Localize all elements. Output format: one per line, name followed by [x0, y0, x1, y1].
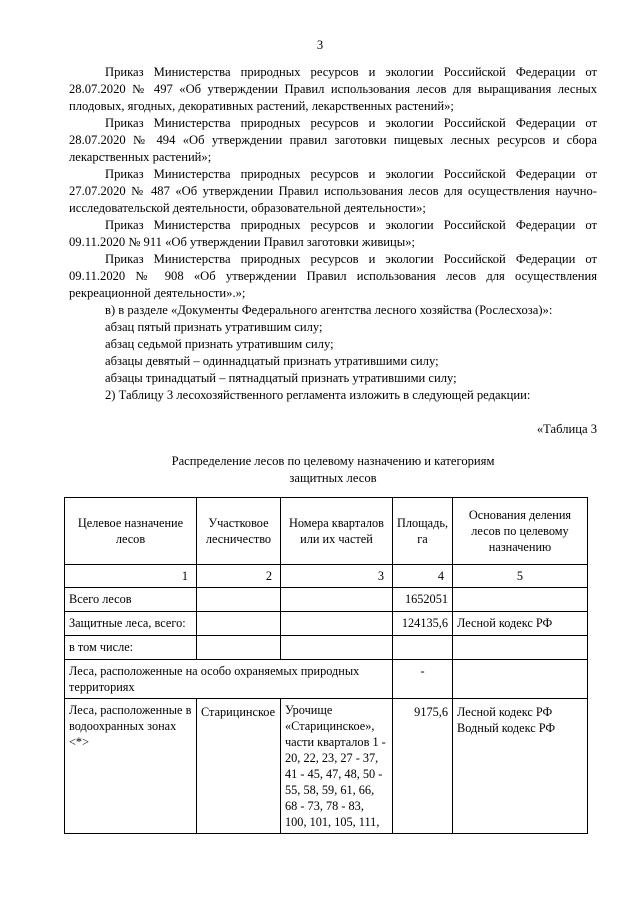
table-cell: Лесной кодекс РФ [453, 612, 588, 636]
column-number-cell: 1 [65, 565, 197, 588]
table-cell [281, 588, 393, 612]
table-cell [197, 612, 281, 636]
table-row [65, 612, 588, 636]
paragraph-item-7: абзац седьмой признать утратившим силу; [105, 337, 334, 351]
body-text [69, 64, 597, 404]
table-cell [281, 636, 393, 660]
table-header-row [65, 498, 588, 565]
column-number-cell: 3 [281, 565, 393, 588]
paragraph-order-497: Приказ Министерства природных ресурсов и экологии Российской Федерации от 28.07.2020 № 497 «Об утверждении Правил использования лесов для выращивания лесных плодовых, ягодных, декоративных растений, лекарственных растений»; [69, 65, 597, 113]
table-cell: Старицинское [197, 699, 281, 834]
table-cell [281, 612, 393, 636]
table-cell [197, 588, 281, 612]
column-number-row [65, 565, 588, 588]
table-label: «Таблица 3 [536, 422, 597, 436]
paragraph-table-3-instruction: 2) Таблицу 3 лесохозяйственного регламента изложить в следующей редакции: [105, 388, 531, 402]
table-cell: Леса, расположенные в водоохранных зонах <*> [65, 699, 197, 834]
table-row [65, 660, 588, 699]
table-cell: 9175,6 [393, 699, 453, 834]
table-cell [197, 636, 281, 660]
paragraph-order-494: Приказ Министерства природных ресурсов и экологии Российской Федерации от 28.07.2020 № 494 «Об утверждении правил заготовки пищевых лесных ресурсов и сбора лекарственных растений»; [69, 116, 597, 164]
table-cell [453, 588, 588, 612]
table-cell: Урочище «Старицинское», части кварталов 1 - 20, 22, 23, 27 - 37, 41 - 45, 47, 48, 50 - 55, 58, 59, 61, 66, 68 - 73, 78 - 83, 100, 101, 105, 111, [281, 699, 393, 834]
table-cell: - [393, 660, 453, 699]
paragraph-order-911: Приказ Министерства природных ресурсов и экологии Российской Федерации от 09.11.2020 № 911 «Об утверждении Правил заготовки живицы»; [69, 218, 597, 249]
table-row [65, 588, 588, 612]
table-row [65, 699, 588, 834]
page-number: 3 [316, 38, 324, 52]
paragraph-item-5: абзац пятый признать утратившим силу; [105, 320, 323, 334]
table-cell: Всего лесов [65, 588, 197, 612]
paragraph-rosleshoz-section: в) в разделе «Документы Федерального агентства лесного хозяйства (Рослесхоза)»: [105, 303, 553, 317]
header-cell: Целевое назначение лесов [65, 498, 197, 565]
header-cell: Основания деления лесов по целевому назначению [453, 498, 588, 565]
header-cell: Участковое лесничество [197, 498, 281, 565]
column-number-cell: 2 [197, 565, 281, 588]
table-cell [393, 636, 453, 660]
header-cell: Номера кварталов или их частей [281, 498, 393, 565]
paragraph-order-908: Приказ Министерства природных ресурсов и экологии Российской Федерации от 09.11.2020 № 908 «Об утверждении Правил использования лесов для осуществления рекреационной деятельности».»; [69, 252, 597, 300]
table-title-line-1: Распределение лесов по целевому назначению и категориям [171, 454, 495, 468]
table-cell: в том числе: [65, 636, 197, 660]
paragraph-items-9-11: абзацы девятый – одиннадцатый признать утратившими силу; [105, 354, 439, 368]
paragraph-order-487: Приказ Министерства природных ресурсов и экологии Российской Федерации от 27.07.2020 № 487 «Об утверждении Правил использования лесов для осуществления научно-исследовательской деятельности, образовательной деятельности»; [69, 167, 597, 215]
column-number-cell: 4 [393, 565, 453, 588]
paragraph-items-13-15: абзацы тринадцатый – пятнадцатый признать утратившими силу; [105, 371, 457, 385]
column-number-cell: 5 [453, 565, 588, 588]
table-cell: 124135,6 [393, 612, 453, 636]
table-title-line-2: защитных лесов [289, 471, 377, 485]
table-cell [453, 636, 588, 660]
header-cell: Площадь, га [393, 498, 453, 565]
forest-distribution-table [64, 497, 588, 834]
table-cell [453, 660, 588, 699]
table-cell: Лесной кодекс РФ Водный кодекс РФ [453, 699, 588, 834]
table-title [69, 453, 597, 487]
table-cell: Защитные леса, всего: [65, 612, 197, 636]
table-cell: Леса, расположенные на особо охраняемых природных территориях [65, 660, 393, 699]
table-cell: 1652051 [393, 588, 453, 612]
table-row [65, 636, 588, 660]
